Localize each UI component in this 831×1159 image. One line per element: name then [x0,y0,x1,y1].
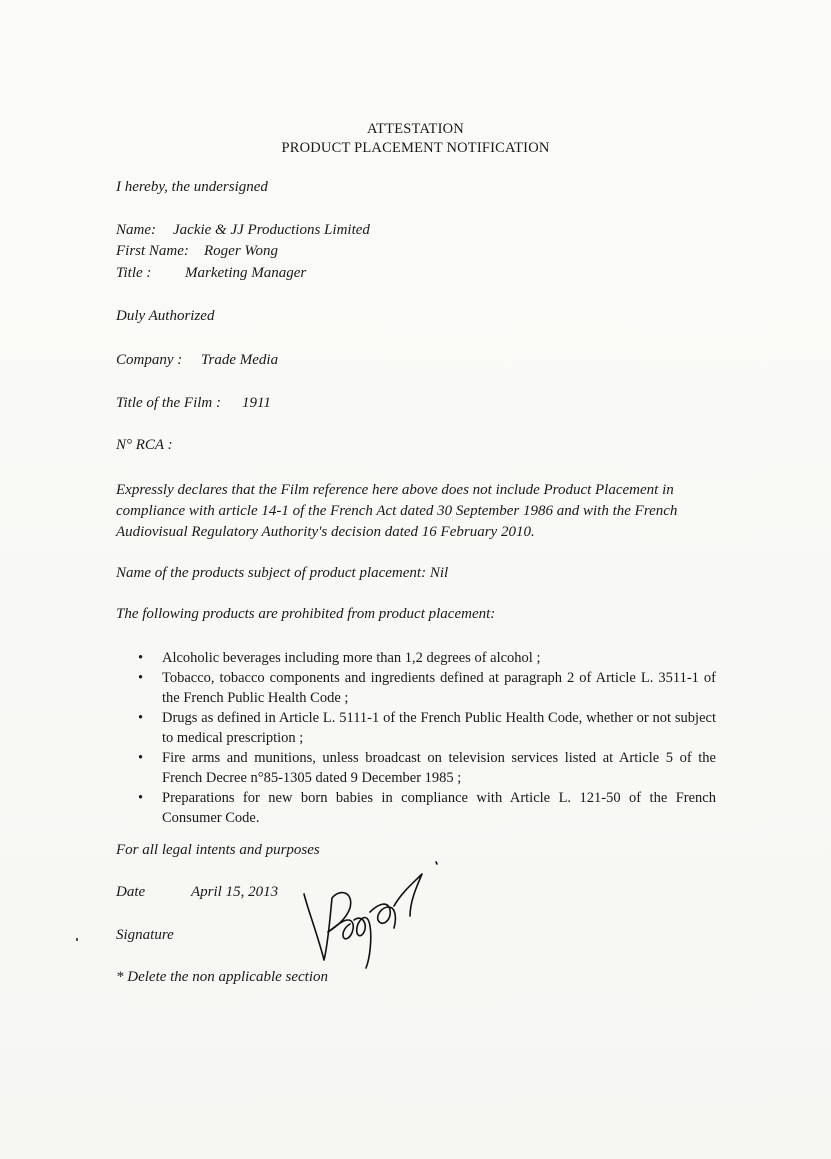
title-value: Marketing Manager [185,265,307,281]
name-row [116,222,370,239]
title-label: Title : [116,265,152,281]
signature-label: Signature [116,927,174,943]
date-label: Date [116,884,146,900]
bullet-icon: • [138,750,144,766]
bullet-icon: • [138,670,144,686]
bullet-icon: • [138,790,144,806]
company-row [116,352,279,369]
rca-row [116,437,173,454]
document-header [0,120,831,158]
list-item-text: Fire arms and munitions, unless broadcast on television services listed at Article 5 of the French Decree n°85-1305 dated 9 December 1985 ; [162,750,716,786]
film-value: 1911 [242,395,271,411]
company-label: Company : [116,352,183,368]
list-item [116,648,716,668]
products-line: Name of the products subject of product placement: Nil [116,565,449,581]
header-subtitle: PRODUCT PLACEMENT NOTIFICATION [281,140,550,156]
date-value: April 15, 2013 [191,884,279,900]
declaration-paragraph: Expressly declares that the Film reference here above does not include Product Placement in compliance with article 14-1 of the French Act dated 30 September 1986 and with the French Audiovisual Regulatory Authority's decision dated 16 February 2010. [116,482,678,540]
list-item [116,708,716,748]
handwritten-signature [298,858,458,978]
list-item-text: Drugs as defined in Article L. 5111-1 of the French Public Health Code, whether or not subject to medical prescription ; [162,710,716,746]
footnote: * Delete the non applicable section [116,969,329,985]
list-item-text: Preparations for new born babies in compliance with Article L. 121-50 of the French Consumer Code. [162,790,716,826]
title-row [116,265,307,282]
first-name-value: Roger Wong [204,243,279,259]
list-item-text: Alcoholic beverages including more than 1,2 degrees of alcohol ; [162,650,541,666]
bullet-icon: • [138,650,144,666]
date-row [116,884,279,901]
prohibited-intro: The following products are prohibited from product placement: [116,606,496,622]
bullet-icon: • [138,710,144,726]
list-item-text: Tobacco, tobacco components and ingredients defined at paragraph 2 of Article L. 3511-1 of the French Public Health Code ; [162,670,716,706]
first-name-row [116,243,279,260]
duly-authorized: Duly Authorized [116,308,215,324]
film-row [116,395,271,412]
prohibited-list [116,648,716,828]
header-title: ATTESTATION [367,121,464,137]
first-name-label: First Name: [116,243,189,259]
scan-mark [76,938,78,941]
legal-line: For all legal intents and purposes [116,842,320,858]
company-value: Trade Media [201,352,279,368]
name-label: Name: [116,222,156,238]
name-value: Jackie & JJ Productions Limited [173,222,370,238]
intro-line: I hereby, the undersigned [116,179,268,195]
list-item [116,668,716,708]
list-item [116,788,716,828]
rca-label: N° RCA : [116,437,173,453]
film-label: Title of the Film : [116,395,221,411]
list-item [116,748,716,788]
